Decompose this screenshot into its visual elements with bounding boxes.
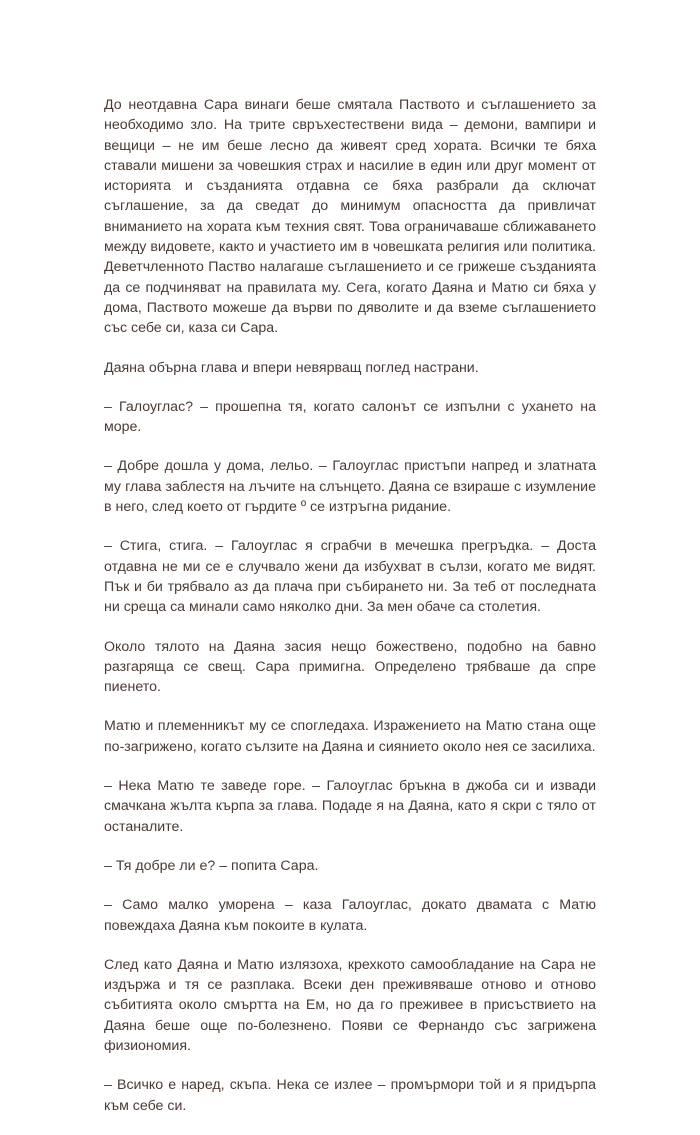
paragraph-11: След като Даяна и Матю излязоха, крехкото самообладание на Сара не издържа и тя се разплака. Всеки ден преживяваше отново и отново събитията около смъртта на Ем, но да го преживее в присъствието на Даяна беше още по-болезнено. Появи се Фернандо със загрижена физиономия. [104,956,596,1054]
paragraph-10: – Само малко уморена – каза Галоуглас, докато двамата с Матю повеждаха Даяна към покоите в кулата. [104,897,596,934]
paragraph-3: – Галоуглас? – прошепна тя, когато салонът се изпълни с ухането на море. [104,398,596,436]
paragraph-9: – Тя добре ли е? – попита Сара. [104,857,319,874]
paragraph-6: Около тялото на Даяна засия нещо божествено, подобно на бавно разгаряща се свещ. Сара примигна. Определено трябваше да спре пиенето. [104,638,596,696]
paragraph-5: – Стига, стига. – Галоуглас я сграбчи в мечешка прегръдка. – Доста отдавна не ми се е случвало жени да избухват в сълзи, когато ме видят. Пък и би трябвало аз да плача при събирането ни. За теб от последната ни среща са минали само няколко дни. За мен обаче са столетия. [104,538,596,616]
paragraph-1: До неотдавна Сара винаги беше смятала Паството и съглашението за необходимо зло. На трите свръхестествени вида – демони, вампири и вещици – не им беше лесно да живеят сред хората. Всички те бяха ставали мишени за човешкия страх и насилие в един или друг момент от историята и създанията отдавна се бяха разбрали да сключат съглашение, за да сведат до минимум опасността да привличат вниманието на хората към техния свят. Това ограничаваше сближаването между видовете, както и участието им в човешката религия или политика. Деветчленното Паство налагаше съглашението и се грижеше създанията да се подчиняват на правилата му. Сега, когато Даяна и Матю си бяха у дома, Паството можеше да върви по дяволите и да вземе съглашението със себе си, каза си Сара. [104,97,596,337]
paragraph-2: Даяна обърна глава и впери невярващ поглед настрани. [104,359,479,376]
paragraph-12: – Всичко е наред, скъпа. Нека се излее – промърмори той и я придърпа към себе си. [104,1077,596,1114]
paragraph-8: – Нека Матю те заведе горе. – Галоуглас бръкна в джоба си и извади смачкана жълта кърпа за глава. Подаде я на Даяна, като я скри с тяло от останалите. [104,778,596,835]
paragraph-7: Матю и племенникът му се спогледаха. Изражението на Матю стана още по-загрижено, когато сълзите на Даяна и сиянието около нея се засилиха. [104,718,596,755]
paragraph-4: – Добре дошла у дома, лельо. – Галоуглас пристъпи напред и златната му глава заблестя на лъчите на слънцето. Даяна се взираше с изумление в него, след което от гърдите º се изтръгна ридание. [104,458,596,516]
document-body [104,95,596,1135]
